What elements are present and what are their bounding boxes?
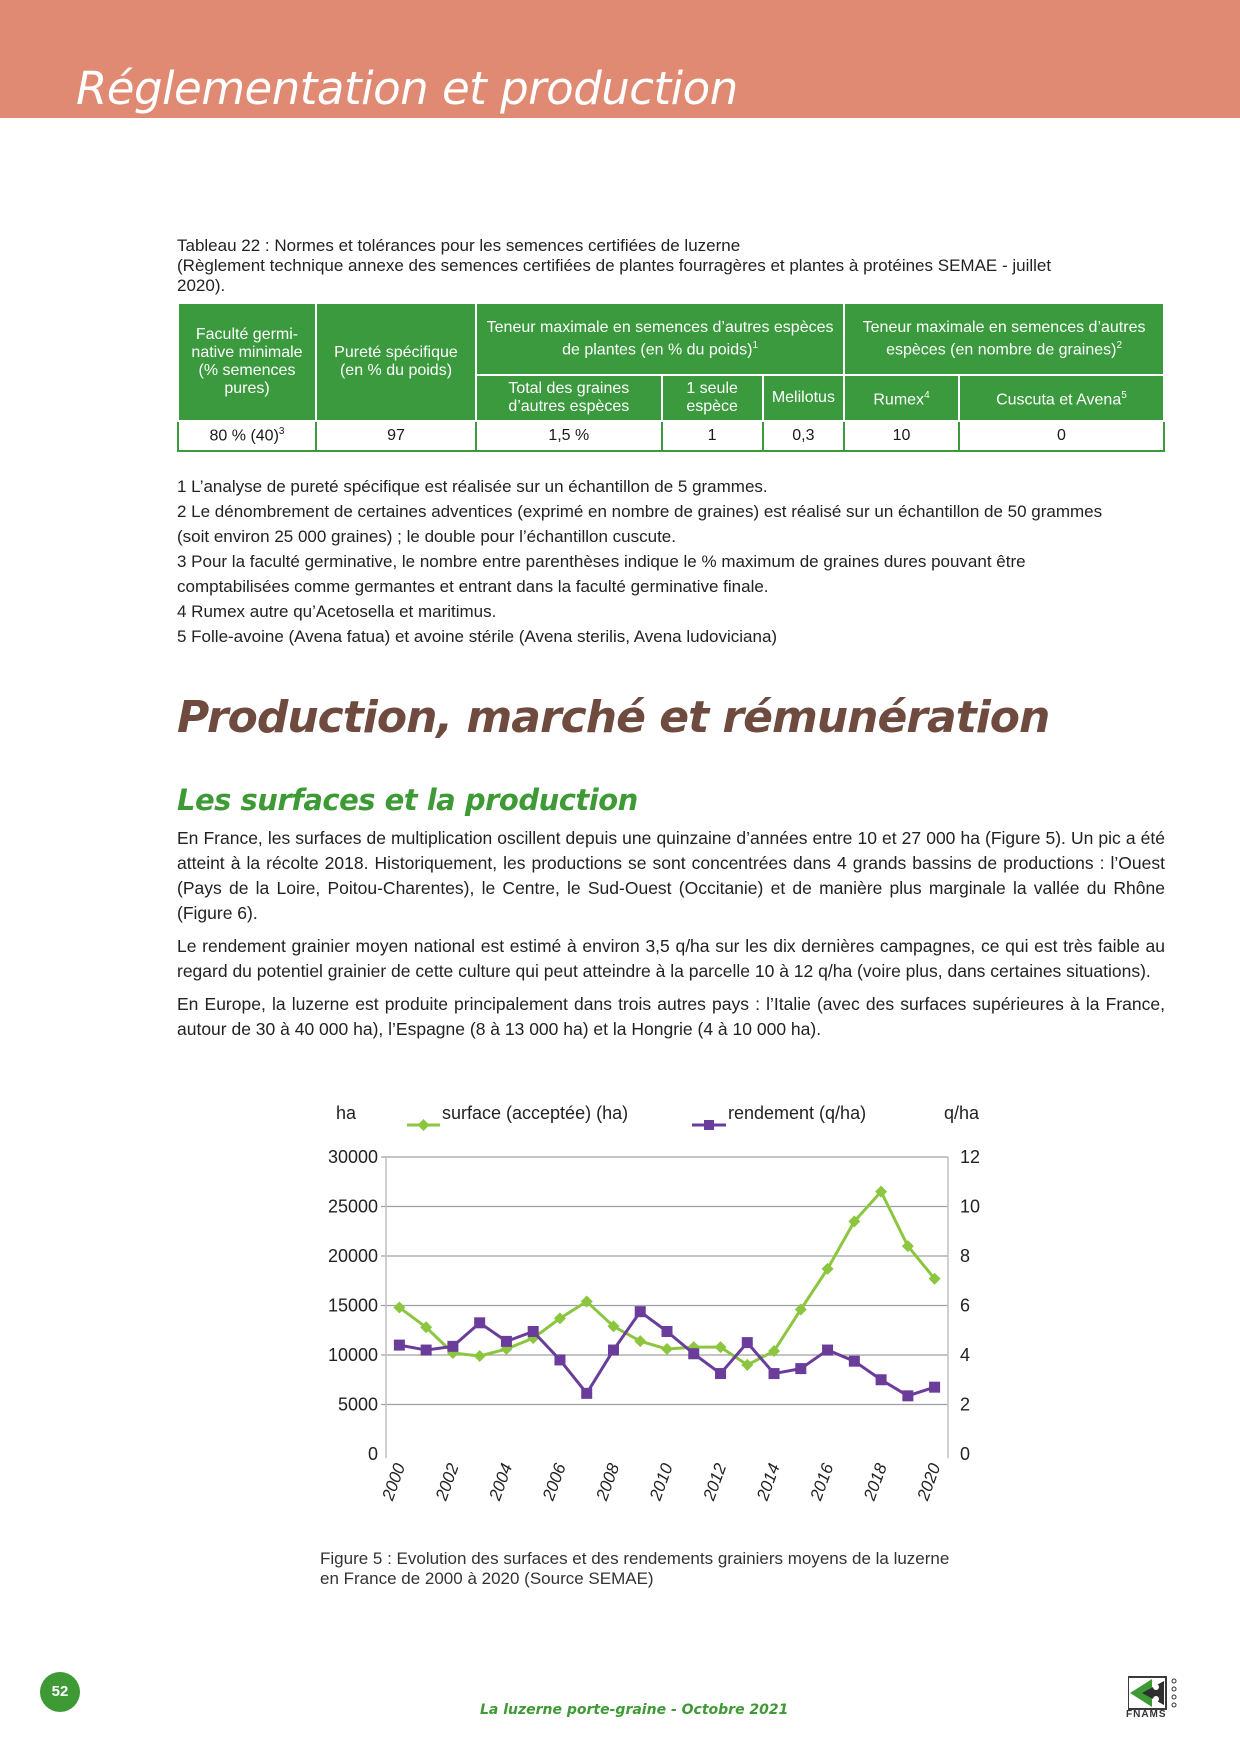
svg-text:2020: 2020 (913, 1460, 945, 1503)
svg-text:30000: 30000 (327, 1147, 378, 1167)
svg-text:10000: 10000 (327, 1345, 378, 1365)
svg-text:5000: 5000 (337, 1394, 378, 1415)
svg-text:surface (acceptée) (ha): surface (acceptée) (ha) (442, 1103, 629, 1123)
table-caption (177, 236, 1051, 296)
figure-caption: Figure 5 : Evolution des surfaces et des rendements grainiers moyens de la luzerne en France de 2000 à 2020 (Source SEMAE) (320, 1549, 950, 1588)
cell-faculte: 80 % $(40)^3$ (178, 421, 316, 451)
cell-rumex: 10 (844, 421, 959, 451)
svg-text:2014: 2014 (753, 1460, 784, 1503)
header-cuscuta: Cuscuta et Avena$^5$ (959, 375, 1164, 421)
svg-text:2016: 2016 (806, 1460, 838, 1503)
svg-text:10: 10 (960, 1196, 981, 1217)
header-seule: 1 seule espèce (662, 375, 763, 421)
svg-text:2008: 2008 (592, 1460, 624, 1503)
svg-text:ha: ha (336, 1103, 357, 1123)
svg-text:2004: 2004 (485, 1460, 517, 1503)
header-teneur-nombre: Teneur maximale en semences d’autres espèces (en nombre de graines)$^2$ (844, 303, 1164, 375)
line-chart (300, 1100, 1000, 1520)
header-total: Total des graines d’autres espèces (476, 375, 662, 421)
table-row (178, 421, 1164, 451)
svg-text:2: 2 (960, 1394, 971, 1415)
svg-text:2000: 2000 (378, 1460, 410, 1503)
section-title: Production, marché et rémunération (177, 692, 1050, 743)
footnote: 1 L’analyse de pureté spécifique est réalisée sur un échantillon de 5 grammes. (177, 477, 768, 496)
table-caption-line: 2020). (177, 276, 226, 295)
svg-text:12: 12 (960, 1147, 981, 1167)
svg-text:20000: 20000 (327, 1246, 378, 1266)
paragraph: Le rendement grainier moyen national est estimé à environ 3,5 q/ha sur les dix dernières campagnes, ce qui est très faible au regard du potentiel grainier de cette culture qui peut atteindre à la parcelle 10 à 12 q/ha (voire plus, dans certaines situations). (177, 936, 1165, 981)
header-faculte: Faculté germi-native minimale (% semences pures) (178, 303, 316, 421)
cell-purete: 97 (316, 421, 476, 451)
svg-text:4: 4 (960, 1345, 971, 1365)
footnotes (177, 474, 1137, 649)
table-caption-line: (Règlement technique annexe des semences certifiées de plantes fourragères et plantes à protéines SEMAE - juillet (177, 256, 1052, 275)
header-band (0, 0, 1240, 118)
chart-canvas (300, 1100, 1000, 1520)
footnote: 3 Pour la faculté germinative, le nombre entre parenthèses indique le % maximum de graines dures pouvant être comptabilisées comme germantes et entrant dans la faculté germinative finale. (177, 552, 1026, 596)
header-purete: Pureté spécifique (en % du poids) (316, 303, 476, 421)
footnote: 4 Rumex autre qu’Acetosella et maritimus. (177, 602, 497, 621)
svg-text:15000: 15000 (327, 1295, 378, 1316)
footnote: 5 Folle-avoine (Avena fatua) et avoine stérile (Avena sterilis, Avena ludoviciana) (177, 627, 778, 646)
table-caption-line: Tableau 22 : Normes et tolérances pour les semences certifiées de luzerne (177, 236, 741, 255)
page-number: 52 (40, 1672, 80, 1712)
svg-text:2010: 2010 (645, 1460, 677, 1503)
cell-melilotus: 0,3 (763, 421, 845, 451)
section-subtitle: Les surfaces et la production (177, 783, 638, 817)
header-rumex: Rumex$^4$ (844, 375, 959, 421)
section-body (177, 826, 1165, 1050)
svg-text:rendement (q/ha): rendement (q/ha) (728, 1103, 867, 1123)
svg-text:2012: 2012 (699, 1460, 731, 1503)
svg-text:2018: 2018 (860, 1460, 891, 1503)
header-melilotus: Melilotus (763, 375, 845, 421)
svg-text:2006: 2006 (538, 1460, 570, 1503)
logo-text: FNAMS (1126, 1709, 1167, 1720)
header-teneur-poids: Teneur maximale en semences d’autres espèces de plantes (en % du poids)$^1$ (476, 303, 844, 375)
page-header-title: Réglementation et production (76, 62, 738, 115)
cell-cuscuta: 0 (959, 421, 1164, 451)
cell-seule: 1 (662, 421, 763, 451)
footnote: 2 Le dénombrement de certaines adventices (exprimé en nombre de graines) est réalisé sur un échantillon de 50 grammes (soit environ 25 000 graines) ; le double pour l’échantillon cuscute. (177, 502, 1103, 546)
norms-table (177, 302, 1165, 452)
paragraph: En Europe, la luzerne est produite principalement dans trois autres pays : l’Italie (avec des surfaces supérieures à la France, autour de 30 à 40 000 ha), l’Espagne (8 à 13 000 ha) et la Hongrie (4 à 10 000 ha). (177, 994, 1165, 1039)
svg-text:2002: 2002 (431, 1460, 463, 1503)
svg-text:0: 0 (960, 1444, 971, 1464)
paragraph: En France, les surfaces de multiplication oscillent depuis une quinzaine d’années entre 10 et 27 000 ha (Figure 5). Un pic a été atteint à la récolte 2018. Historiquement, les productions se sont concentrées dans 4 grands bassins de productions : l’Ouest (Pays de la Loire, Poitou-Charentes), le Centre, le Sud-Ouest (Occitanie) et de manière plus marginale la vallée du Rhône (Figure 6). (177, 828, 1165, 923)
svg-text:6: 6 (960, 1295, 971, 1316)
svg-text:q/ha: q/ha (944, 1103, 980, 1123)
cell-total: 1,5 % (476, 421, 662, 451)
footer-title: La luzerne porte-graine - Octobre 2021 (480, 1702, 789, 1718)
svg-text:25000: 25000 (327, 1196, 378, 1217)
svg-text:0: 0 (367, 1444, 378, 1464)
svg-text:8: 8 (960, 1246, 971, 1266)
